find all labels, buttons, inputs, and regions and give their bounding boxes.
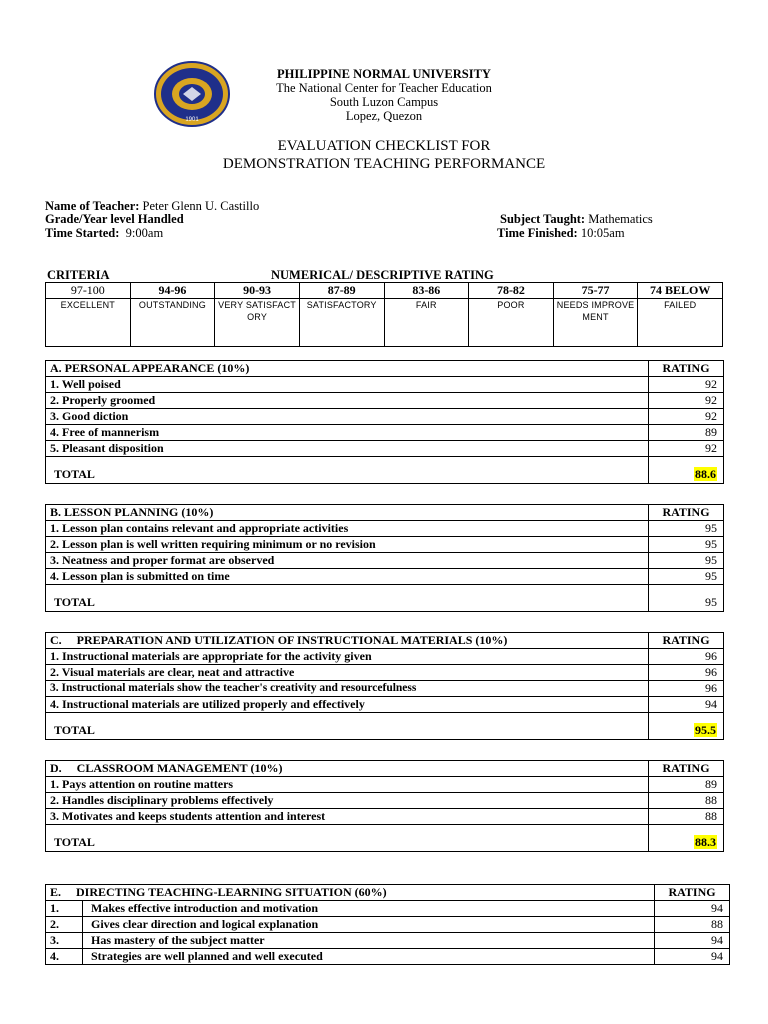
criterion-label: Makes effective introduction and motivation bbox=[83, 901, 655, 917]
criterion-label: Has mastery of the subject matter bbox=[83, 933, 655, 949]
criterion-rating: 92 bbox=[649, 377, 724, 393]
table-row bbox=[46, 793, 724, 809]
section-c-table bbox=[45, 632, 724, 740]
criterion-label: 4. Lesson plan is submitted on time bbox=[46, 569, 649, 585]
criterion-label: 4. Instructional materials are utilized properly and effectively bbox=[46, 697, 649, 713]
criterion-rating: 88 bbox=[655, 917, 730, 933]
seal-year: 1901 bbox=[185, 117, 199, 123]
table-row bbox=[46, 393, 724, 409]
criterion-label: Gives clear direction and logical explanation bbox=[83, 917, 655, 933]
rating-scale-heading: NUMERICAL/ DESCRIPTIVE RATING bbox=[271, 268, 494, 282]
section-a-table bbox=[45, 360, 724, 484]
table-row bbox=[46, 377, 724, 393]
section-c-title: C. PREPARATION AND UTILIZATION OF INSTRUCTIONAL MATERIALS (10%) bbox=[46, 633, 649, 649]
subject-taught: Subject Taught: Mathematics bbox=[500, 212, 653, 226]
criterion-label: Strategies are well planned and well executed bbox=[83, 949, 655, 965]
scale-range: 97-100 bbox=[46, 283, 131, 299]
table-row bbox=[46, 521, 724, 537]
criterion-number: 3. bbox=[46, 933, 83, 949]
criterion-label: 2. Properly groomed bbox=[46, 393, 649, 409]
table-row bbox=[46, 553, 724, 569]
scale-range: 75-77 bbox=[553, 283, 638, 299]
scale-range: 74 BELOW bbox=[638, 283, 723, 299]
criterion-label: 3. Motivates and keeps students attention and interest bbox=[46, 809, 649, 825]
total-row bbox=[46, 825, 724, 852]
rating-header: RATING bbox=[649, 505, 724, 521]
time-started: Time Started: 9:00am bbox=[45, 226, 164, 240]
criterion-rating: 89 bbox=[649, 425, 724, 441]
total-row bbox=[46, 585, 724, 612]
scale-description: POOR bbox=[469, 299, 554, 347]
grade-level: Grade/Year level Handled bbox=[45, 212, 184, 226]
table-row bbox=[46, 425, 724, 441]
table-row bbox=[46, 949, 730, 965]
criterion-rating: 94 bbox=[655, 901, 730, 917]
rating-header: RATING bbox=[649, 361, 724, 377]
total-label: TOTAL bbox=[46, 585, 649, 612]
criterion-rating: 88 bbox=[649, 809, 724, 825]
criterion-label: 1. Instructional materials are appropriate for the activity given bbox=[46, 649, 649, 665]
criterion-label: 2. Lesson plan is well written requiring minimum or no revision bbox=[46, 537, 649, 553]
scale-range: 78-82 bbox=[469, 283, 554, 299]
scale-description: NEEDS IMPROVEMENT bbox=[553, 299, 638, 347]
section-e-title: E. DIRECTING TEACHING-LEARNING SITUATION (60%) bbox=[46, 885, 655, 901]
rating-header: RATING bbox=[655, 885, 730, 901]
rating-header: RATING bbox=[649, 633, 724, 649]
criteria-label: CRITERIA bbox=[47, 268, 110, 282]
teacher-name: Name of Teacher: Peter Glenn U. Castillo bbox=[45, 199, 260, 213]
total-label: TOTAL bbox=[46, 825, 649, 852]
header-line-1: The National Center for Teacher Education bbox=[276, 81, 492, 95]
rating-header: RATING bbox=[649, 761, 724, 777]
table-row bbox=[46, 697, 724, 713]
scale-range: 87-89 bbox=[299, 283, 384, 299]
total-label: TOTAL bbox=[46, 457, 649, 484]
total-row bbox=[46, 713, 724, 740]
table-row bbox=[46, 665, 724, 681]
criterion-rating: 94 bbox=[649, 697, 724, 713]
criterion-rating: 89 bbox=[649, 777, 724, 793]
criterion-number: 2. bbox=[46, 917, 83, 933]
scale-description: OUTSTANDING bbox=[130, 299, 215, 347]
section-d-title: D. CLASSROOM MANAGEMENT (10%) bbox=[46, 761, 649, 777]
total-label: TOTAL bbox=[46, 713, 649, 740]
table-row bbox=[46, 809, 724, 825]
criterion-number: 1. bbox=[46, 901, 83, 917]
scale-description: FAILED bbox=[638, 299, 723, 347]
section-d-total: 88.3 bbox=[695, 835, 716, 849]
criterion-label: 5. Pleasant disposition bbox=[46, 441, 649, 457]
criterion-label: 2. Visual materials are clear, neat and attractive bbox=[46, 665, 649, 681]
criterion-rating: 95 bbox=[649, 553, 724, 569]
header-line-3: Lopez, Quezon bbox=[345, 109, 423, 123]
table-row bbox=[46, 933, 730, 949]
section-a-total: 88.6 bbox=[695, 467, 716, 481]
criterion-rating: 94 bbox=[655, 949, 730, 965]
criterion-rating: 96 bbox=[649, 681, 724, 697]
header-line-2: South Luzon Campus bbox=[329, 95, 439, 109]
document-title-1: EVALUATION CHECKLIST FOR bbox=[277, 138, 491, 154]
criterion-label: 3. Neatness and proper format are observed bbox=[46, 553, 649, 569]
scale-range: 90-93 bbox=[215, 283, 300, 299]
criterion-label: 3. Instructional materials show the teacher's creativity and resourcefulness bbox=[46, 681, 649, 697]
criterion-rating: 92 bbox=[649, 441, 724, 457]
criterion-rating: 88 bbox=[649, 793, 724, 809]
criterion-label: 1. Lesson plan contains relevant and appropriate activities bbox=[46, 521, 649, 537]
criterion-rating: 94 bbox=[655, 933, 730, 949]
section-c-total: 95.5 bbox=[695, 723, 716, 737]
table-row bbox=[46, 569, 724, 585]
table-row bbox=[46, 917, 730, 933]
table-row bbox=[46, 777, 724, 793]
criterion-number: 4. bbox=[46, 949, 83, 965]
section-b-total: 95 bbox=[649, 585, 724, 612]
table-row bbox=[46, 409, 724, 425]
scale-range: 83-86 bbox=[384, 283, 469, 299]
criterion-rating: 95 bbox=[649, 537, 724, 553]
criterion-rating: 92 bbox=[649, 409, 724, 425]
section-e-table bbox=[45, 884, 730, 965]
document-title-2: DEMONSTRATION TEACHING PERFORMANCE bbox=[222, 156, 546, 172]
section-b-title: B. LESSON PLANNING (10%) bbox=[46, 505, 649, 521]
section-b-table bbox=[45, 504, 724, 612]
criterion-rating: 95 bbox=[649, 569, 724, 585]
table-row bbox=[46, 681, 724, 697]
criterion-rating: 96 bbox=[649, 649, 724, 665]
section-d-table bbox=[45, 760, 724, 852]
table-row bbox=[46, 649, 724, 665]
university-name: PHILIPPINE NORMAL UNIVERSITY bbox=[277, 67, 491, 81]
criterion-label: 1. Well poised bbox=[46, 377, 649, 393]
criterion-label: 2. Handles disciplinary problems effectively bbox=[46, 793, 649, 809]
criterion-label: 3. Good diction bbox=[46, 409, 649, 425]
time-finished: Time Finished: 10:05am bbox=[497, 226, 625, 240]
table-row bbox=[46, 441, 724, 457]
criterion-rating: 96 bbox=[649, 665, 724, 681]
criterion-rating: 92 bbox=[649, 393, 724, 409]
total-row bbox=[46, 457, 724, 484]
scale-range: 94-96 bbox=[130, 283, 215, 299]
scale-description: VERY SATISFACTORY bbox=[215, 299, 300, 347]
criterion-label: 4. Free of mannerism bbox=[46, 425, 649, 441]
scale-description: EXCELLENT bbox=[46, 299, 131, 347]
criterion-rating: 95 bbox=[649, 521, 724, 537]
table-row bbox=[46, 537, 724, 553]
section-a-title: A. PERSONAL APPEARANCE (10%) bbox=[46, 361, 649, 377]
scale-description: FAIR bbox=[384, 299, 469, 347]
scale-description: SATISFACTORY bbox=[299, 299, 384, 347]
rating-scale-table bbox=[45, 282, 723, 347]
table-row bbox=[46, 901, 730, 917]
criterion-label: 1. Pays attention on routine matters bbox=[46, 777, 649, 793]
